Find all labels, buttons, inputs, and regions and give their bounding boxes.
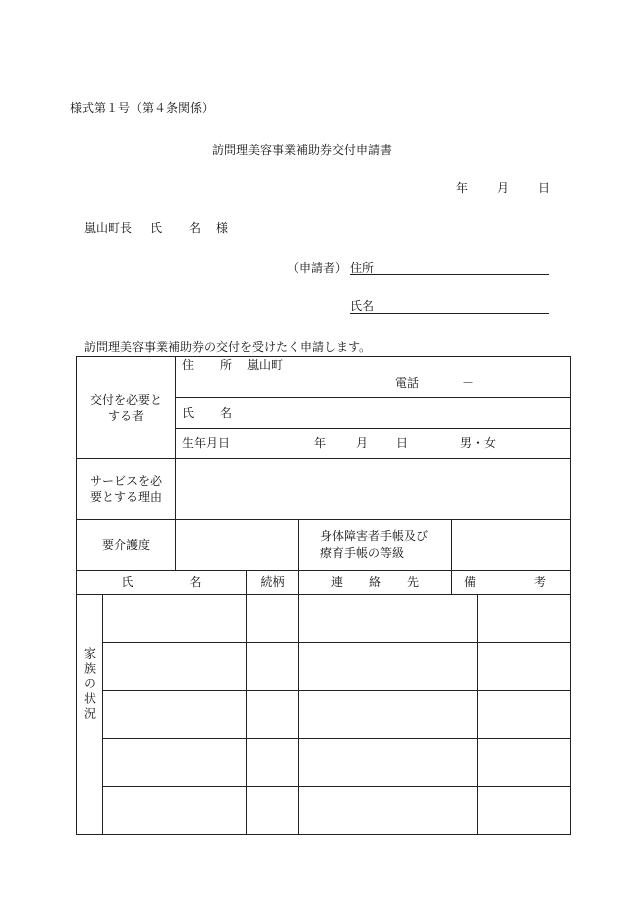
family-contact-cell[interactable] xyxy=(299,739,478,787)
application-form-table xyxy=(76,356,571,835)
family-relation-cell[interactable] xyxy=(247,595,299,643)
recipient-birth-label: 生年月日 xyxy=(182,436,231,450)
recipient-name-cell[interactable] xyxy=(176,398,571,429)
family-header-shi: 氏 xyxy=(121,575,134,589)
recipient-phone-dash: － xyxy=(462,376,475,390)
family-row xyxy=(77,739,571,787)
applicant-address-field[interactable] xyxy=(350,274,549,275)
family-header-relation: 続柄 xyxy=(247,571,299,595)
reason-input-cell[interactable] xyxy=(176,459,571,520)
family-header-name xyxy=(77,571,247,595)
recipient-gender: 男・女 xyxy=(460,436,497,450)
family-name-cell[interactable] xyxy=(103,691,247,739)
family-relation-cell[interactable] xyxy=(247,739,299,787)
application-statement: 訪問理美容事業補助券の交付を受けたく申請します。 xyxy=(84,340,372,354)
family-name-cell[interactable] xyxy=(103,739,247,787)
recipient-birth-month: 月 xyxy=(356,436,369,450)
family-name-cell[interactable] xyxy=(103,595,247,643)
family-notes-cell[interactable] xyxy=(478,691,571,739)
family-notes-cell[interactable] xyxy=(478,787,571,835)
family-header-notes: 備 考 xyxy=(452,571,571,595)
family-notes-cell[interactable] xyxy=(478,643,571,691)
recipient-address-cell[interactable] xyxy=(176,357,571,398)
family-contact-cell[interactable] xyxy=(299,787,478,835)
reason-label: サービスを必要とする理由 xyxy=(77,459,176,520)
family-name-cell[interactable] xyxy=(103,787,247,835)
recipient-phone-label: 電話 xyxy=(395,376,420,390)
family-name-cell[interactable] xyxy=(103,643,247,691)
applicant-label: （申請者） xyxy=(287,261,348,275)
date-year-label: 年 xyxy=(456,181,469,195)
form-title: 訪問理美容事業補助券交付申請書 xyxy=(212,143,393,157)
care-level-label: 要介護度 xyxy=(77,520,176,571)
applicant-name-field[interactable] xyxy=(350,313,549,314)
addressee-mei: 名 xyxy=(189,221,202,235)
applicant-name-label: 氏名 xyxy=(350,299,375,313)
family-relation-cell[interactable] xyxy=(247,691,299,739)
applicant-address-label: 住所 xyxy=(350,261,375,275)
family-row xyxy=(77,595,571,643)
family-header-contact: 連 絡 先 xyxy=(299,571,452,595)
addressee-shi: 氏 xyxy=(150,221,163,235)
family-contact-cell[interactable] xyxy=(299,691,478,739)
family-notes-cell[interactable] xyxy=(478,739,571,787)
family-relation-cell[interactable] xyxy=(247,787,299,835)
date-day-label: 日 xyxy=(538,181,551,195)
recipient-birth-cell[interactable] xyxy=(176,429,571,459)
family-side-label: 家族の状況 xyxy=(77,595,103,835)
recipient-town: 嵐山町 xyxy=(247,358,284,372)
form-number: 様式第１号（第４条関係） xyxy=(70,101,215,115)
disability-label: 身体障害者手帳及び療育手帳の等級 xyxy=(299,520,452,571)
recipient-address-ju: 住 xyxy=(182,358,195,372)
disability-input-cell[interactable] xyxy=(452,520,571,571)
recipient-birth-year: 年 xyxy=(314,436,327,450)
recipient-name-shi: 氏 xyxy=(182,406,195,420)
care-level-input-cell[interactable] xyxy=(176,520,299,571)
family-row xyxy=(77,787,571,835)
family-relation-cell[interactable] xyxy=(247,643,299,691)
recipient-birth-day: 日 xyxy=(396,436,409,450)
recipient-address-sho: 所 xyxy=(220,358,233,372)
family-notes-cell[interactable] xyxy=(478,595,571,643)
date-month-label: 月 xyxy=(497,181,510,195)
recipient-name-mei: 名 xyxy=(220,406,233,420)
addressee-office: 嵐山町長 xyxy=(84,221,133,235)
family-contact-cell[interactable] xyxy=(299,643,478,691)
recipient-section-label: 交付を必要とする者 xyxy=(77,357,176,459)
family-row xyxy=(77,691,571,739)
family-header-mei: 名 xyxy=(189,575,202,589)
family-row xyxy=(77,643,571,691)
family-contact-cell[interactable] xyxy=(299,595,478,643)
addressee-honorific: 様 xyxy=(216,221,229,235)
